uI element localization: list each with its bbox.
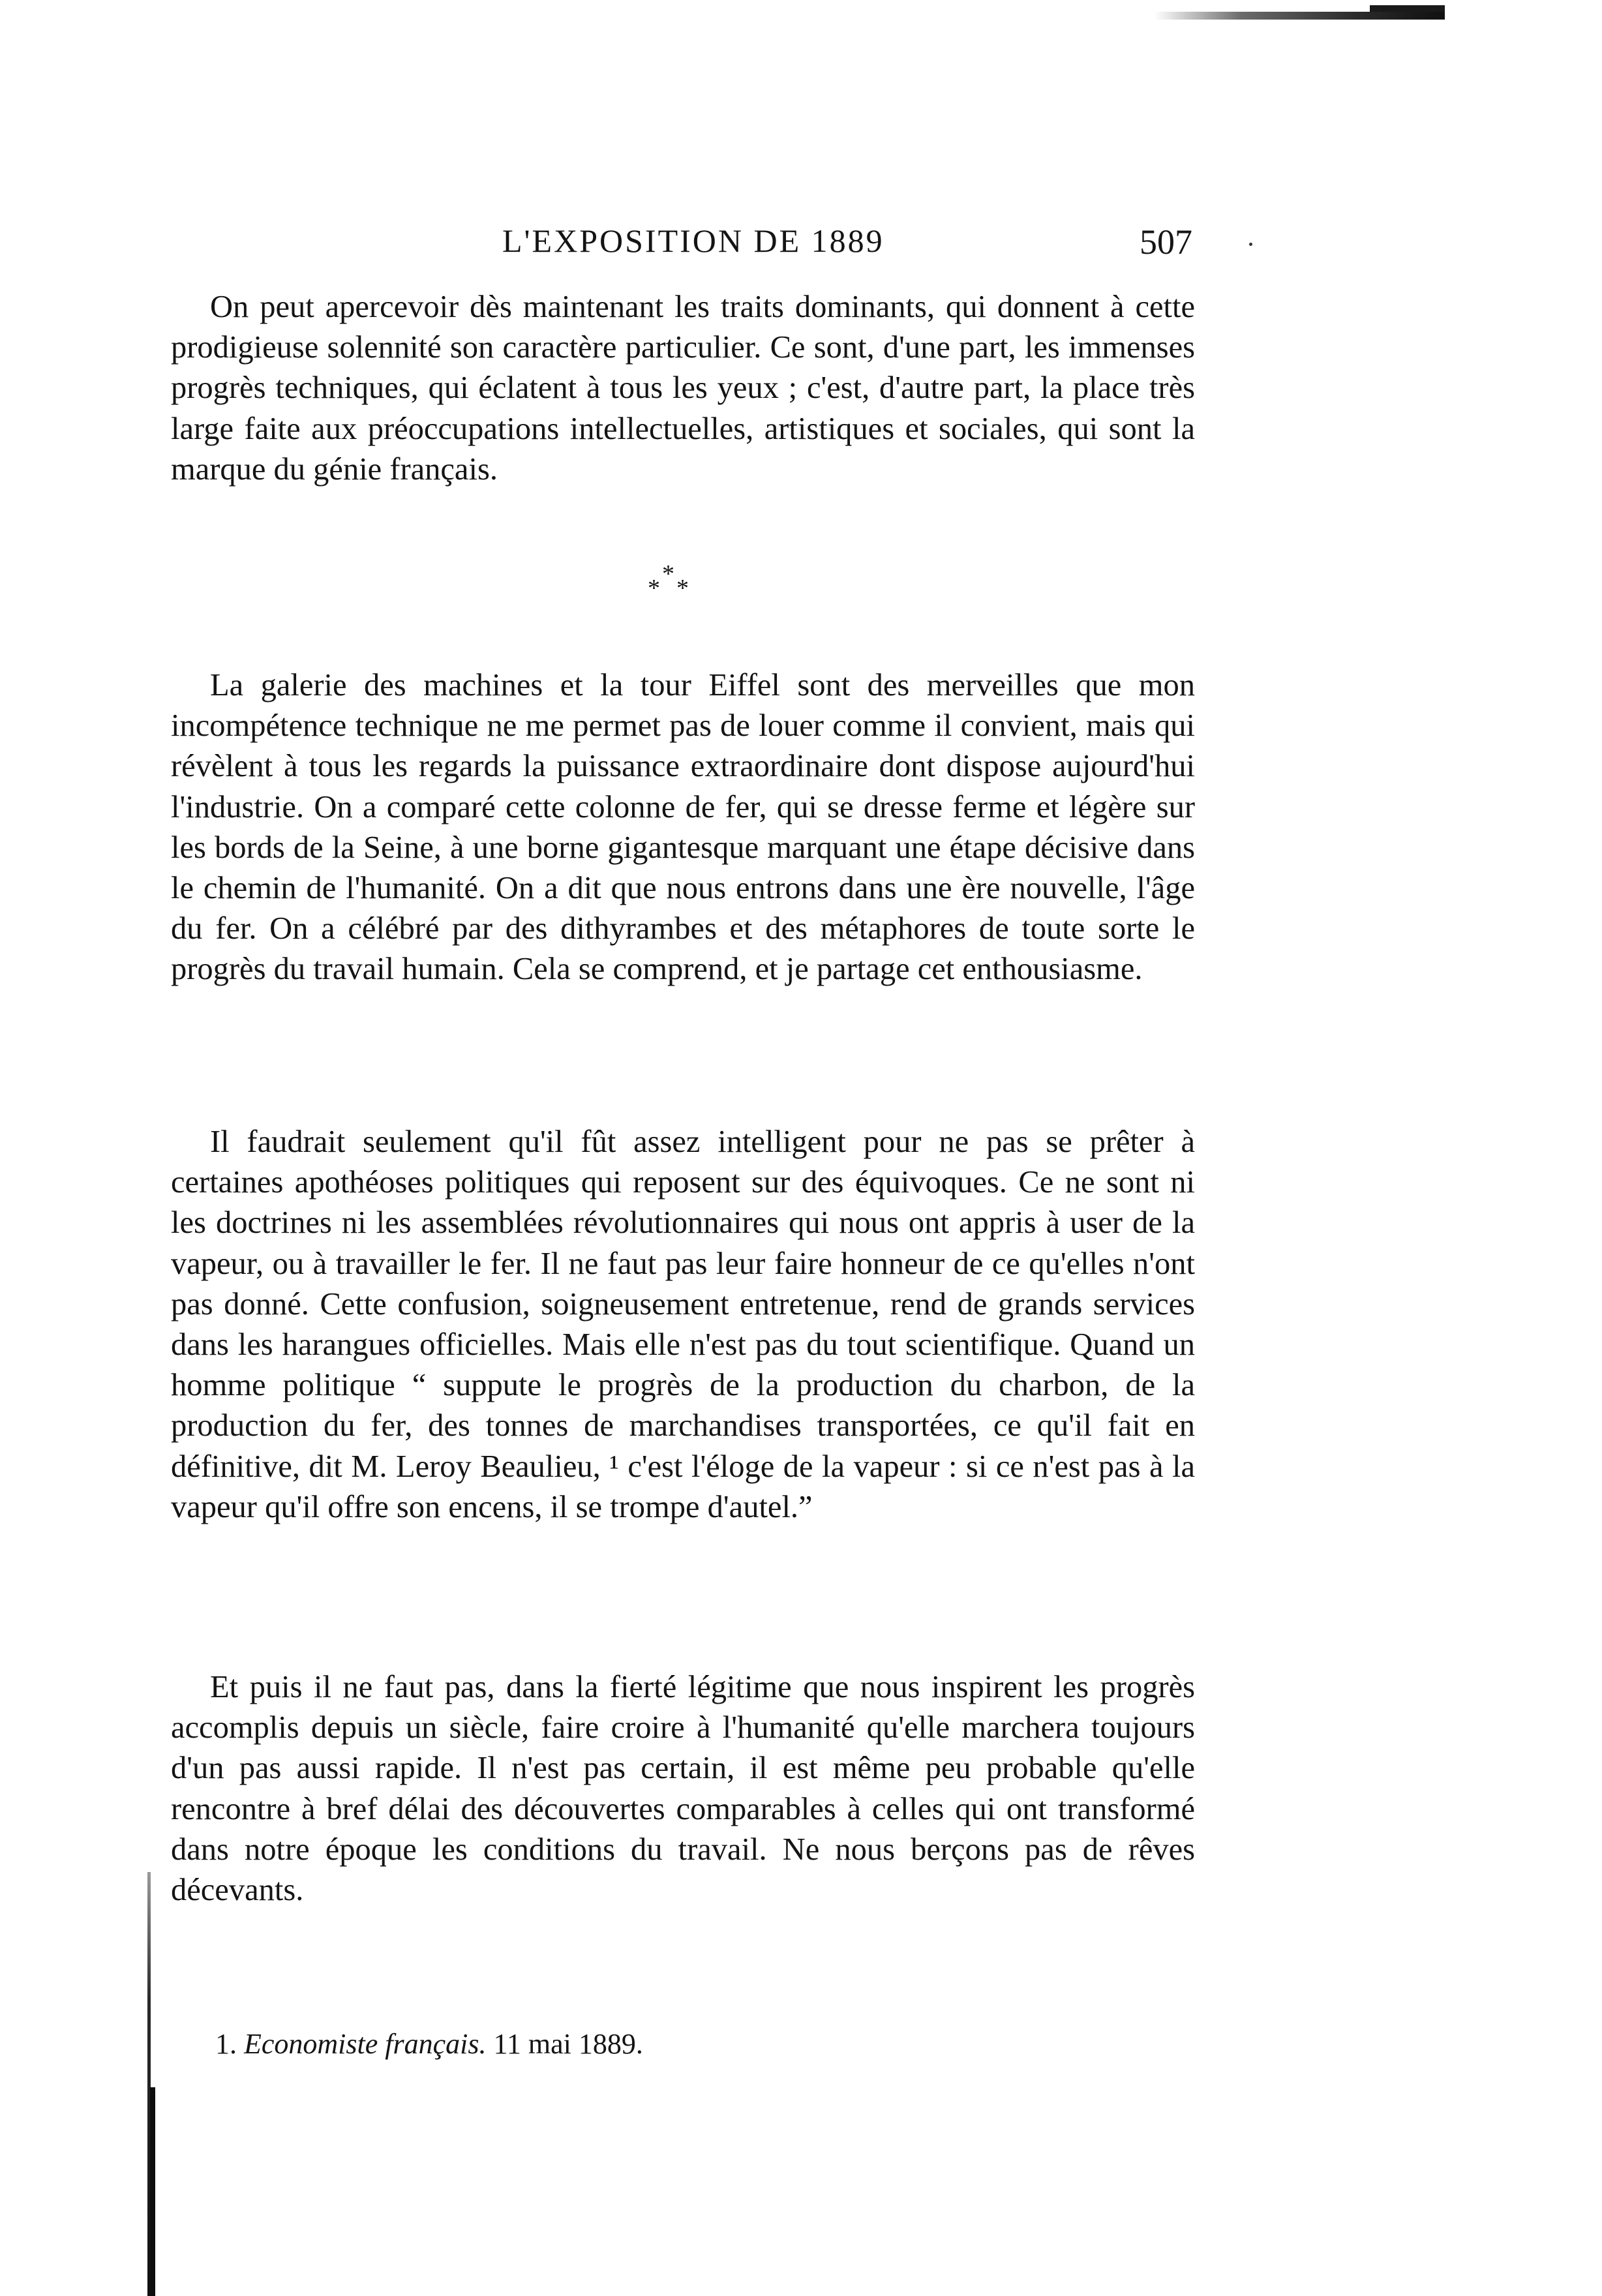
- asterism-star: *: [662, 560, 674, 588]
- paragraph-text: On peut apercevoir dès maintenant les traits dominants, qui donnent à cette prodigieuse solennité son caractère particulier. Ce sont, d'une part, les immenses progrès techniques, qui éclatent à tous les yeux ; c'est, d'autre part, la place très large faite aux préoccupations intellectuelles, artistiques et sociales, qui sont la marque du génie français.: [171, 290, 1195, 487]
- asterism-divider: [642, 560, 701, 618]
- footnote-source: Economiste français.: [244, 2028, 487, 2060]
- margin-dot: [1249, 243, 1252, 246]
- footnote-date: 11 mai 1889.: [493, 2028, 643, 2060]
- footnote: [215, 2027, 643, 2061]
- paragraph-1: [171, 287, 1195, 490]
- paragraph-4: [171, 1667, 1195, 1911]
- top-scan-rule-dark: [1370, 5, 1445, 12]
- top-scan-rule: [1155, 12, 1445, 20]
- paragraph-text: Et puis il ne faut pas, dans la fierté légitime que nous inspirent les progrès accomplis depuis un siècle, faire croire à l'humanité qu'elle marchera toujours d'un pas aussi rapide. Il n'est pas certain, il est même peu probable qu'elle rencontre à bref délai des découvertes comparables à celles qui ont transformé dans notre époque les conditions du travail. Ne nous berçons pas de rêves décevants.: [171, 1670, 1195, 1908]
- paragraph-text: Il faudrait seulement qu'il fût assez intelligent pour ne pas se prêter à certaines apothéoses politiques qui reposent sur des équivoques. Ce ne sont ni les doctrines ni les assemblées révolutionnaires qui nous ont appris à user de la vapeur, ou à travailler le fer. Il ne faut pas leur faire honneur de ce qu'elles n'ont pas donné. Cette confusion, soigneusement entretenue, rend de grands services dans les harangues officielles. Mais elle n'est pas du tout scientifique. Quand un homme politique “ suppute le progrès de la production du charbon, de la production du fer, des tonnes de marchandises transportées, ce qu'il fait en définitive, dit M. Leroy Beaulieu, ¹ c'est l'éloge de la vapeur : si ce n'est pas à la vapeur qu'il offre son encens, il se trompe d'autel.”: [171, 1125, 1195, 1524]
- binding-edge-dark: [150, 2087, 155, 2296]
- page-number: 507: [1140, 222, 1192, 262]
- page-header: [170, 222, 1200, 274]
- paragraph-3: [171, 1122, 1195, 1528]
- asterism-star: *: [676, 575, 689, 602]
- asterism-star: *: [648, 575, 660, 602]
- running-head: L'EXPOSITION DE 1889: [502, 222, 884, 259]
- footnote-number: 1.: [215, 2028, 237, 2060]
- paragraph-text: La galerie des machines et la tour Eiffel sont des merveilles que mon incompétence technique ne me permet pas de louer comme il convient, mais qui révèlent à tous les regards la puissance extraordinaire dont dispose aujourd'hui l'industrie. On a comparé cette colonne de fer, qui se dresse ferme et légère sur les bords de la Seine, à une borne gigantesque marquant une étape décisive dans le chemin de l'humanité. On a dit que nous entrons dans une ère nouvelle, l'âge du fer. On a célébré par des dithyrambes et des métaphores de toute sorte le progrès du travail humain. Cela se comprend, et je partage cet enthousiasme.: [171, 668, 1195, 987]
- paragraph-2: [171, 665, 1195, 990]
